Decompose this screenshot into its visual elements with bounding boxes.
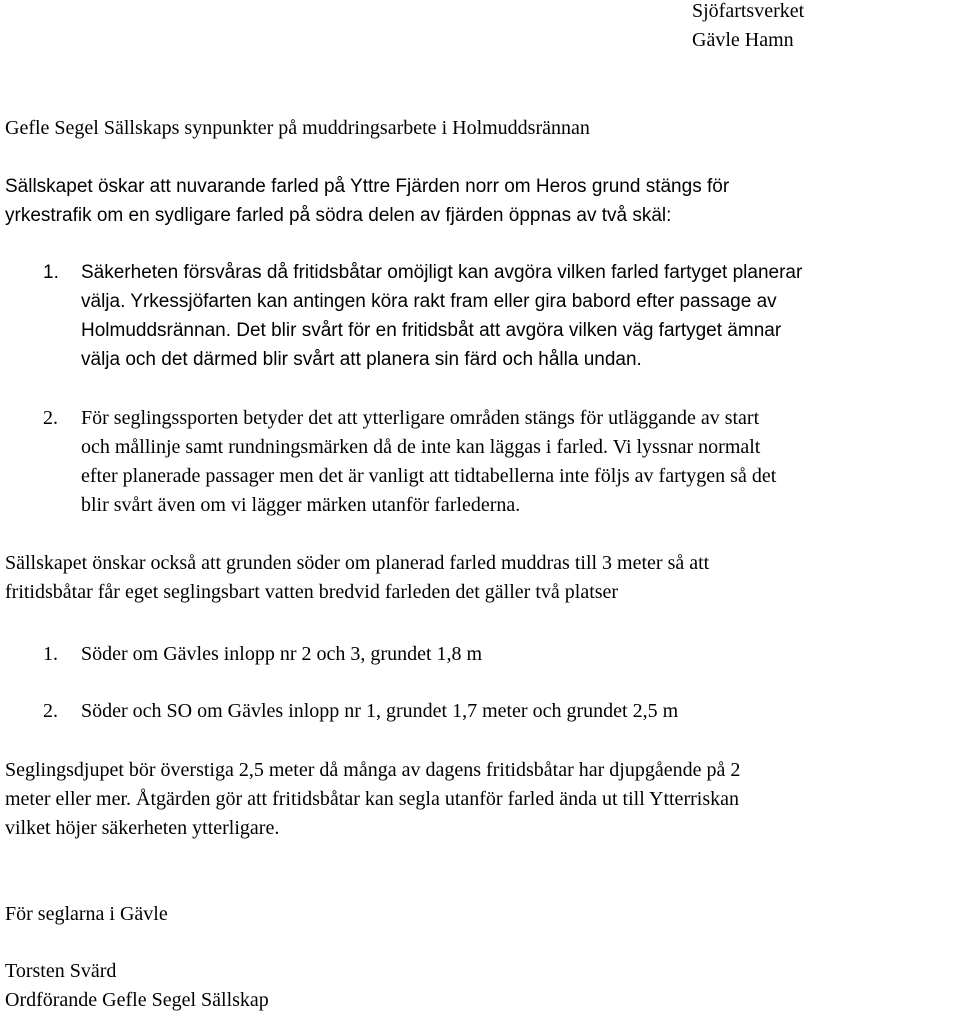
reason-text: [81, 404, 776, 520]
wish-paragraph: [5, 549, 709, 607]
document-title: Gefle Segel Sällskaps synpunkter på muddringsarbete i Holmuddsrännan: [5, 117, 590, 139]
reason-line: Säkerheten försvåras då fritidsbåtar omöjligt kan avgöra vilken farled fartyget planerar: [81, 262, 803, 283]
reason-line: För seglingssporten betyder det att ytterligare områden stängs för utläggande av start: [81, 407, 760, 429]
reason-line: och mållinje samt rundningsmärken då de inte kan läggas i farled. Vi lyssnar normalt: [81, 436, 761, 458]
reason-number: 1.: [43, 262, 59, 283]
place-number: 1.: [43, 643, 58, 665]
recipient-line-2: Gävle Hamn: [692, 29, 794, 51]
intro-line-2: yrkestrafik om en sydligare farled på södra delen av fjärden öppnas av två skäl:: [5, 205, 672, 226]
recipient-line-1: Sjöfartsverket: [692, 0, 805, 22]
reason-text: [81, 258, 802, 374]
depth-line-3: vilket höjer säkerheten ytterligare.: [5, 817, 280, 839]
depth-line-2: meter eller mer. Åtgärden gör att fritidsbåtar kan segla utanför farled ända ut till Ytterriskan: [5, 788, 739, 810]
place-text: [81, 640, 482, 669]
wish-line-2: fritidsbåtar får eget seglingsbart vatten bredvid farleden det gäller två platser: [5, 581, 619, 603]
reason-line: Holmuddsrännan. Det blir svårt för en fritidsbåt att avgöra vilken väg fartyget ämnar: [81, 320, 782, 341]
reason-line: välja och det därmed blir svårt att planera sin färd och hålla undan.: [81, 349, 642, 370]
reason-line: blir svårt även om vi lägger märken utanför farlederna.: [81, 494, 521, 516]
place-line: Söder om Gävles inlopp nr 2 och 3, grundet 1,8 m: [81, 643, 483, 665]
place-text: [81, 697, 678, 726]
intro-paragraph: [5, 172, 729, 230]
depth-line-1: Seglingsdjupet bör överstiga 2,5 meter då många av dagens fritidsbåtar har djupgående på 2: [5, 759, 741, 781]
place-line: Söder och SO om Gävles inlopp nr 1, grundet 1,7 meter och grundet 2,5 m: [81, 700, 679, 722]
wish-line-1: Sällskapet önskar också att grunden söder om planerad farled muddras till 3 meter så att: [5, 552, 710, 574]
closing-line: För seglarna i Gävle: [5, 903, 168, 925]
signature-role: Ordförande Gefle Segel Sällskap: [5, 989, 269, 1011]
depth-paragraph: [5, 756, 740, 843]
reason-line: välja. Yrkessjöfarten kan antingen köra rakt fram eller gira babord efter passage av: [81, 291, 777, 312]
intro-line-1: Sällskapet öskar att nuvarande farled på Yttre Fjärden norr om Heros grund stängs för: [5, 176, 730, 197]
place-number: 2.: [43, 700, 58, 722]
reason-number: 2.: [43, 407, 58, 429]
reason-line: efter planerade passager men det är vanligt att tidtabellerna inte följs av fartygen så det: [81, 465, 777, 487]
signature-name: Torsten Svärd: [5, 960, 117, 982]
